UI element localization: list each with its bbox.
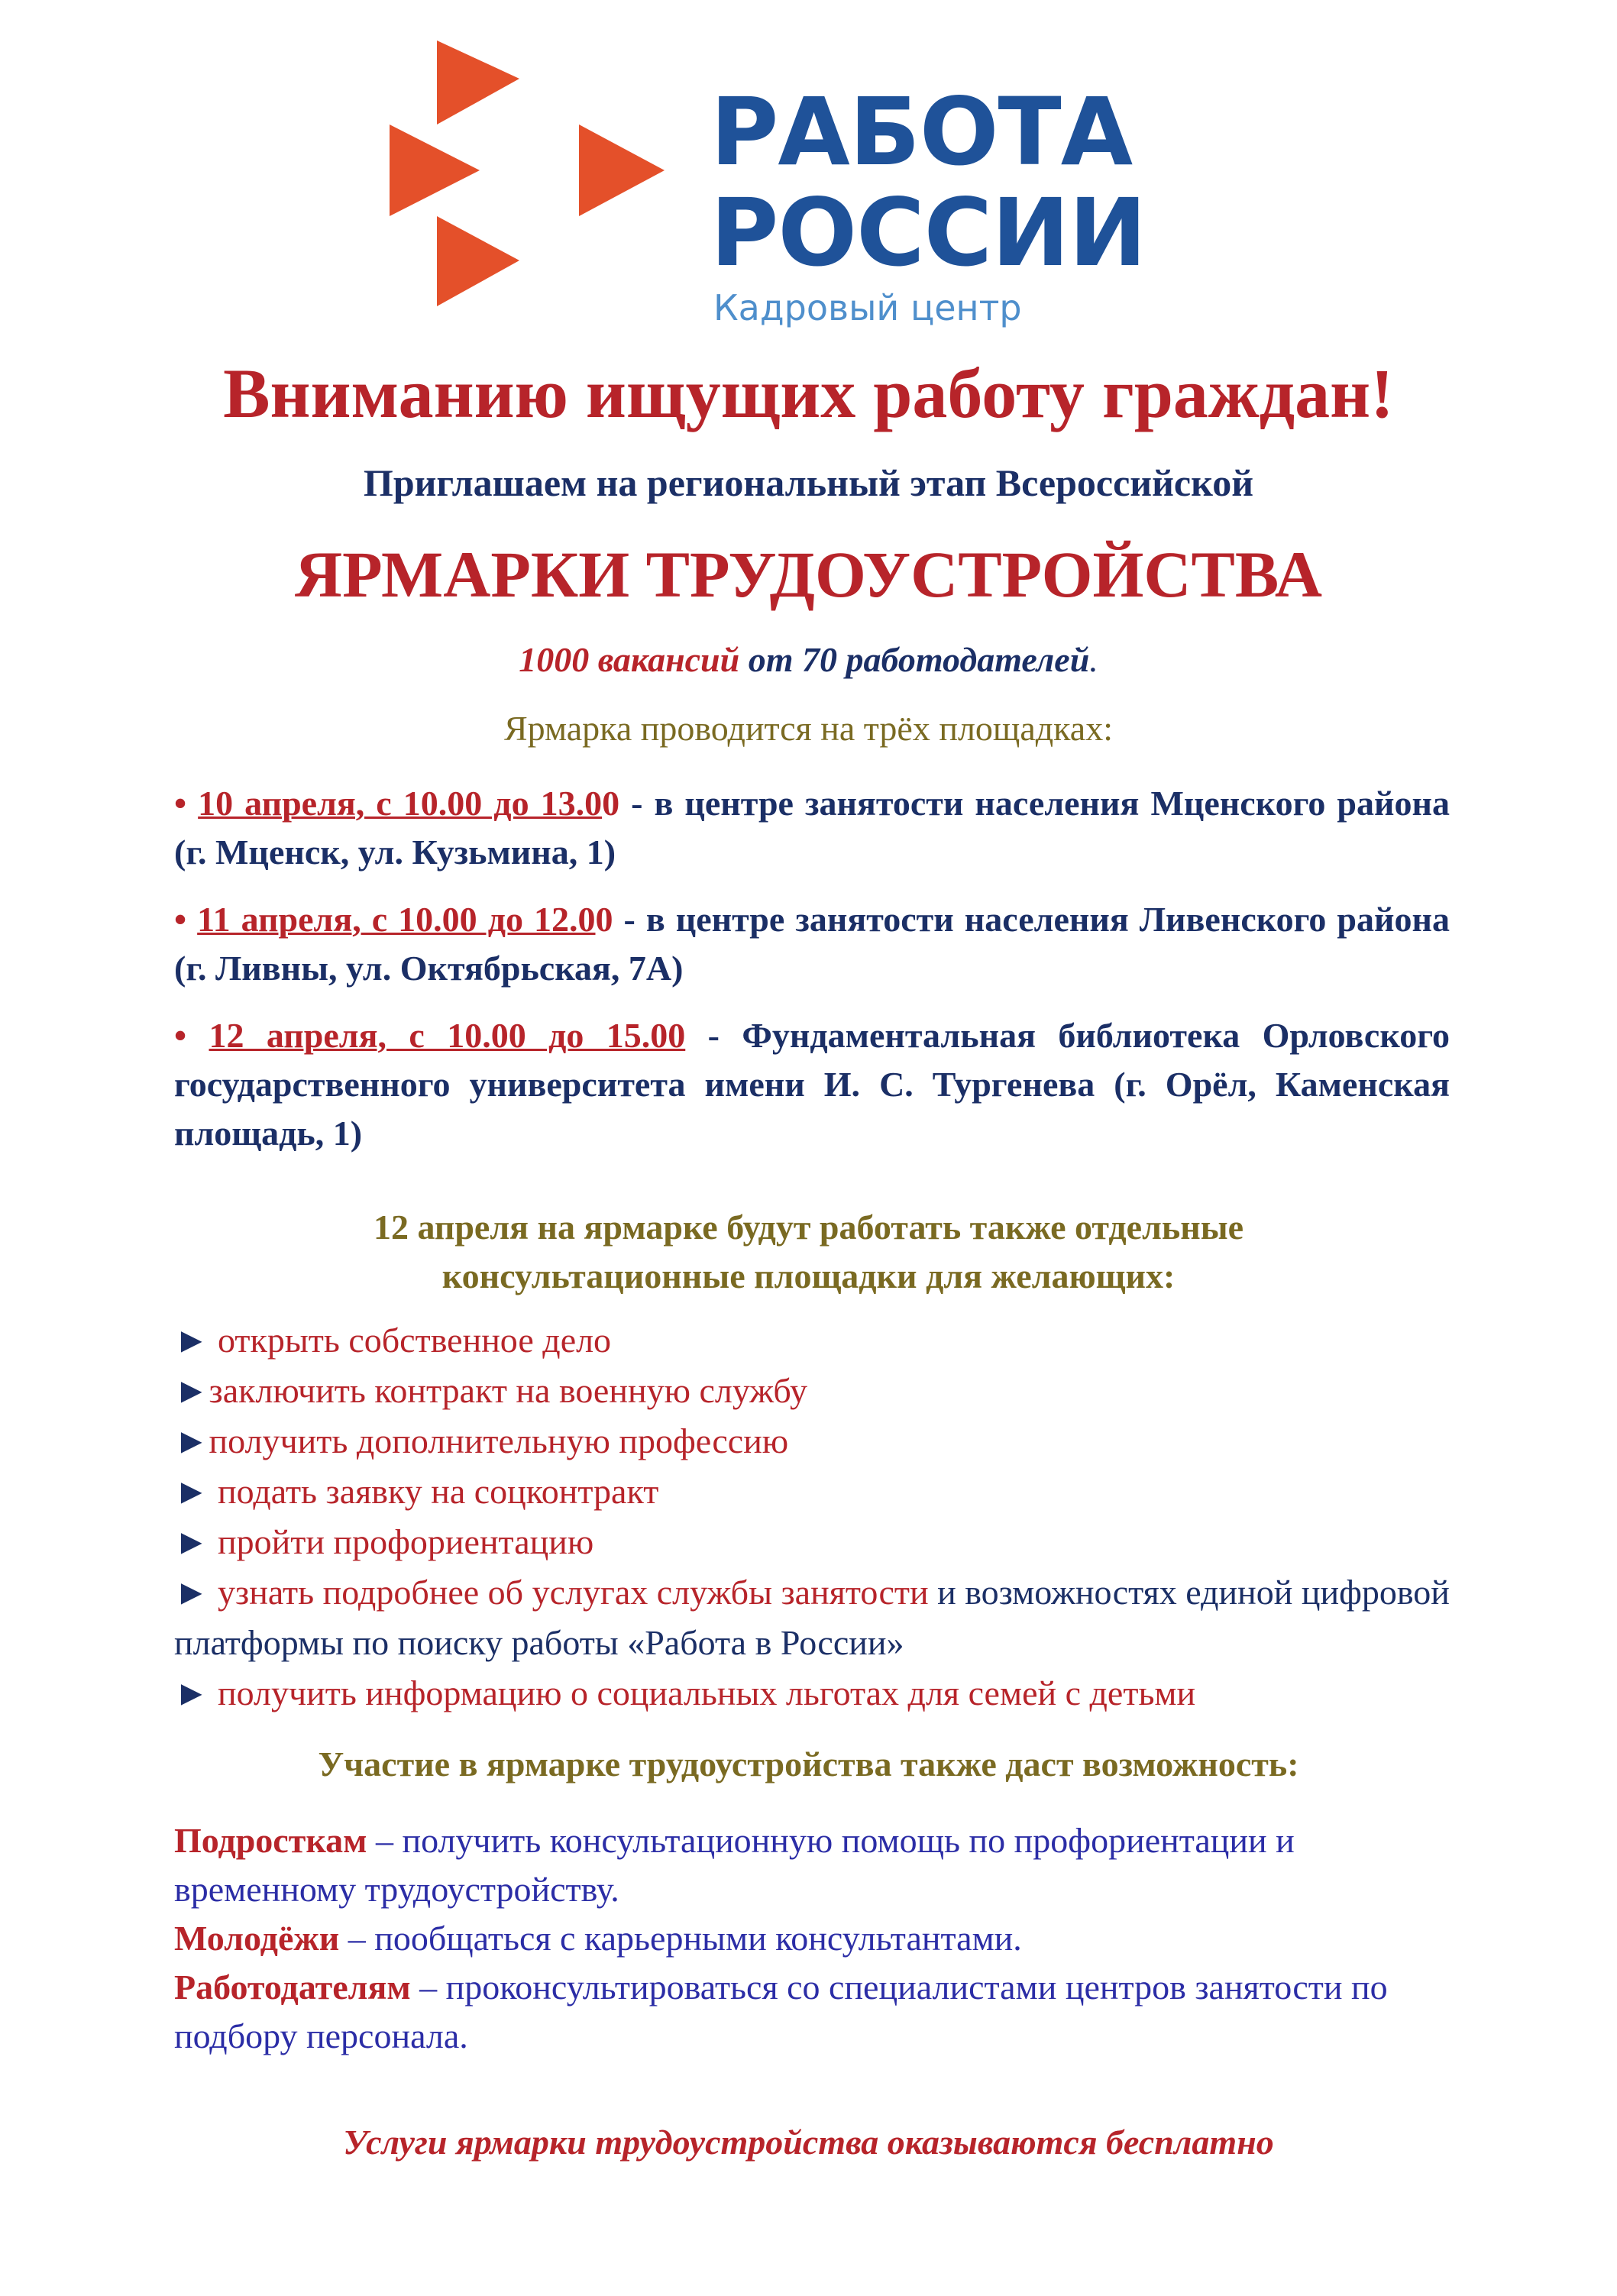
logo-triangles-mark: [390, 34, 756, 328]
venues-intro: Ярмарка проводится на трёх площадках:: [503, 709, 1113, 748]
consult-heading: [0, 1203, 1617, 1301]
audience-label: Подросткам: [174, 1821, 367, 1860]
arrow-right-icon: ►: [174, 1421, 209, 1460]
location-date: 12 апреля, с 10.00 до 15.00: [209, 1016, 686, 1055]
logo-triangle-top: [437, 40, 519, 125]
arrow-right-icon: ►: [174, 1522, 218, 1561]
bullet: •: [174, 784, 199, 823]
list-item: [174, 1315, 1465, 1366]
logo-subtitle: Кадровый центр: [713, 287, 1022, 328]
fair-title: ЯРМАРКИ ТРУДОУСТРОЙСТВА: [295, 538, 1322, 611]
list-item: [174, 1416, 1465, 1467]
option-text: пройти профориентацию: [218, 1522, 594, 1561]
consult-line-1: 12 апреля на ярмарке будут работать также отдельные: [373, 1208, 1244, 1247]
arrow-right-icon: ►: [174, 1673, 218, 1712]
option-text: получить информацию о социальных льготах для семей с детьми: [218, 1673, 1196, 1712]
arrow-right-icon: ►: [174, 1472, 218, 1511]
headline: Вниманию ищущих работу граждан!: [223, 354, 1394, 432]
arrow-right-icon: ►: [174, 1573, 218, 1612]
logo-triangle-left: [390, 125, 480, 216]
logo-title-line2: РОССИИ: [710, 179, 1146, 287]
logo-title: [710, 78, 1146, 287]
free-note: Услуги ярмарки трудоустройства оказываются бесплатно: [343, 2123, 1274, 2162]
audience-text: – получить консультационную помощь по профориентации и временному трудоустройству.: [174, 1821, 1295, 1909]
audience-text: – пообщаться с карьерными консультантами.: [339, 1919, 1022, 1958]
arrow-right-icon: ►: [174, 1321, 218, 1360]
audience-label: Работодателям: [174, 1968, 411, 2007]
list-item: [174, 1467, 1465, 1517]
list-item: [174, 1567, 1465, 1668]
bullet: •: [174, 900, 198, 939]
option-rest: и возможностях единой цифровой платформы по поиску работы «Работа в России»: [174, 1573, 1450, 1662]
location-text: - в центре занятости населения Ливенского района (г. Ливны, ул. Октябрьская, 7А): [174, 900, 1450, 988]
location-item: [174, 1011, 1450, 1158]
logo-triangle-bottom: [437, 216, 519, 306]
audience-item: [174, 1963, 1465, 2061]
vacancies-period: .: [1089, 640, 1098, 679]
location-date-tail: 0: [595, 900, 613, 939]
option-text: открыть собственное дело: [218, 1321, 612, 1360]
invite-line: Приглашаем на региональный этап Всероссийской: [363, 461, 1254, 504]
audience-text: – проконсультироваться со специалистами центров занятости по подбору персонала.: [174, 1968, 1388, 2055]
logo-triangle-right: [579, 125, 665, 216]
location-date-tail: 0: [602, 784, 620, 823]
location-date: 10 апреля, с 10.00 до 13.0: [198, 784, 603, 823]
consult-options-list: [174, 1315, 1465, 1719]
location-text: - в центре занятости населения Мценского района (г. Мценск, ул. Кузьмина, 1): [174, 784, 1450, 872]
bullet: •: [174, 1016, 209, 1055]
logo-title-line1: РАБОТА: [710, 78, 1133, 186]
vacancy-count: 1000 вакансий: [519, 640, 740, 679]
option-text: подать заявку на соцконтракт: [218, 1472, 659, 1511]
employer-count: от 70 работодателей: [748, 640, 1090, 679]
rabota-rossii-logo: [390, 34, 1146, 332]
list-item: [174, 1517, 1465, 1567]
audience-label: Молодёжи: [174, 1919, 340, 1958]
arrow-right-icon: ►: [174, 1371, 209, 1410]
audiences-list: [174, 1816, 1465, 2061]
list-item: [174, 1668, 1465, 1719]
consult-line-2: консультационные площадки для желающих:: [441, 1256, 1176, 1295]
audience-item: [174, 1914, 1465, 1963]
option-text: заключить контракт на военную службу: [209, 1371, 808, 1410]
location-text: - Фундаментальная библиотека Орловского государственного университета имени И. С. Тургенева (г. Орёл, Каменская площадь, 1): [174, 1016, 1450, 1153]
option-text: получить дополнительную профессию: [209, 1421, 789, 1460]
option-text: узнать подробнее об услугах службы занятости: [218, 1573, 929, 1612]
vacancies-line: [0, 638, 1617, 682]
list-item: [174, 1366, 1465, 1416]
also-heading: Участие в ярмарке трудоустройства также даст возможность:: [318, 1745, 1299, 1783]
location-item: [174, 895, 1450, 993]
location-item: [174, 779, 1450, 877]
location-date: 11 апреля, с 10.00 до 12.0: [197, 900, 596, 939]
audience-item: [174, 1816, 1465, 1914]
